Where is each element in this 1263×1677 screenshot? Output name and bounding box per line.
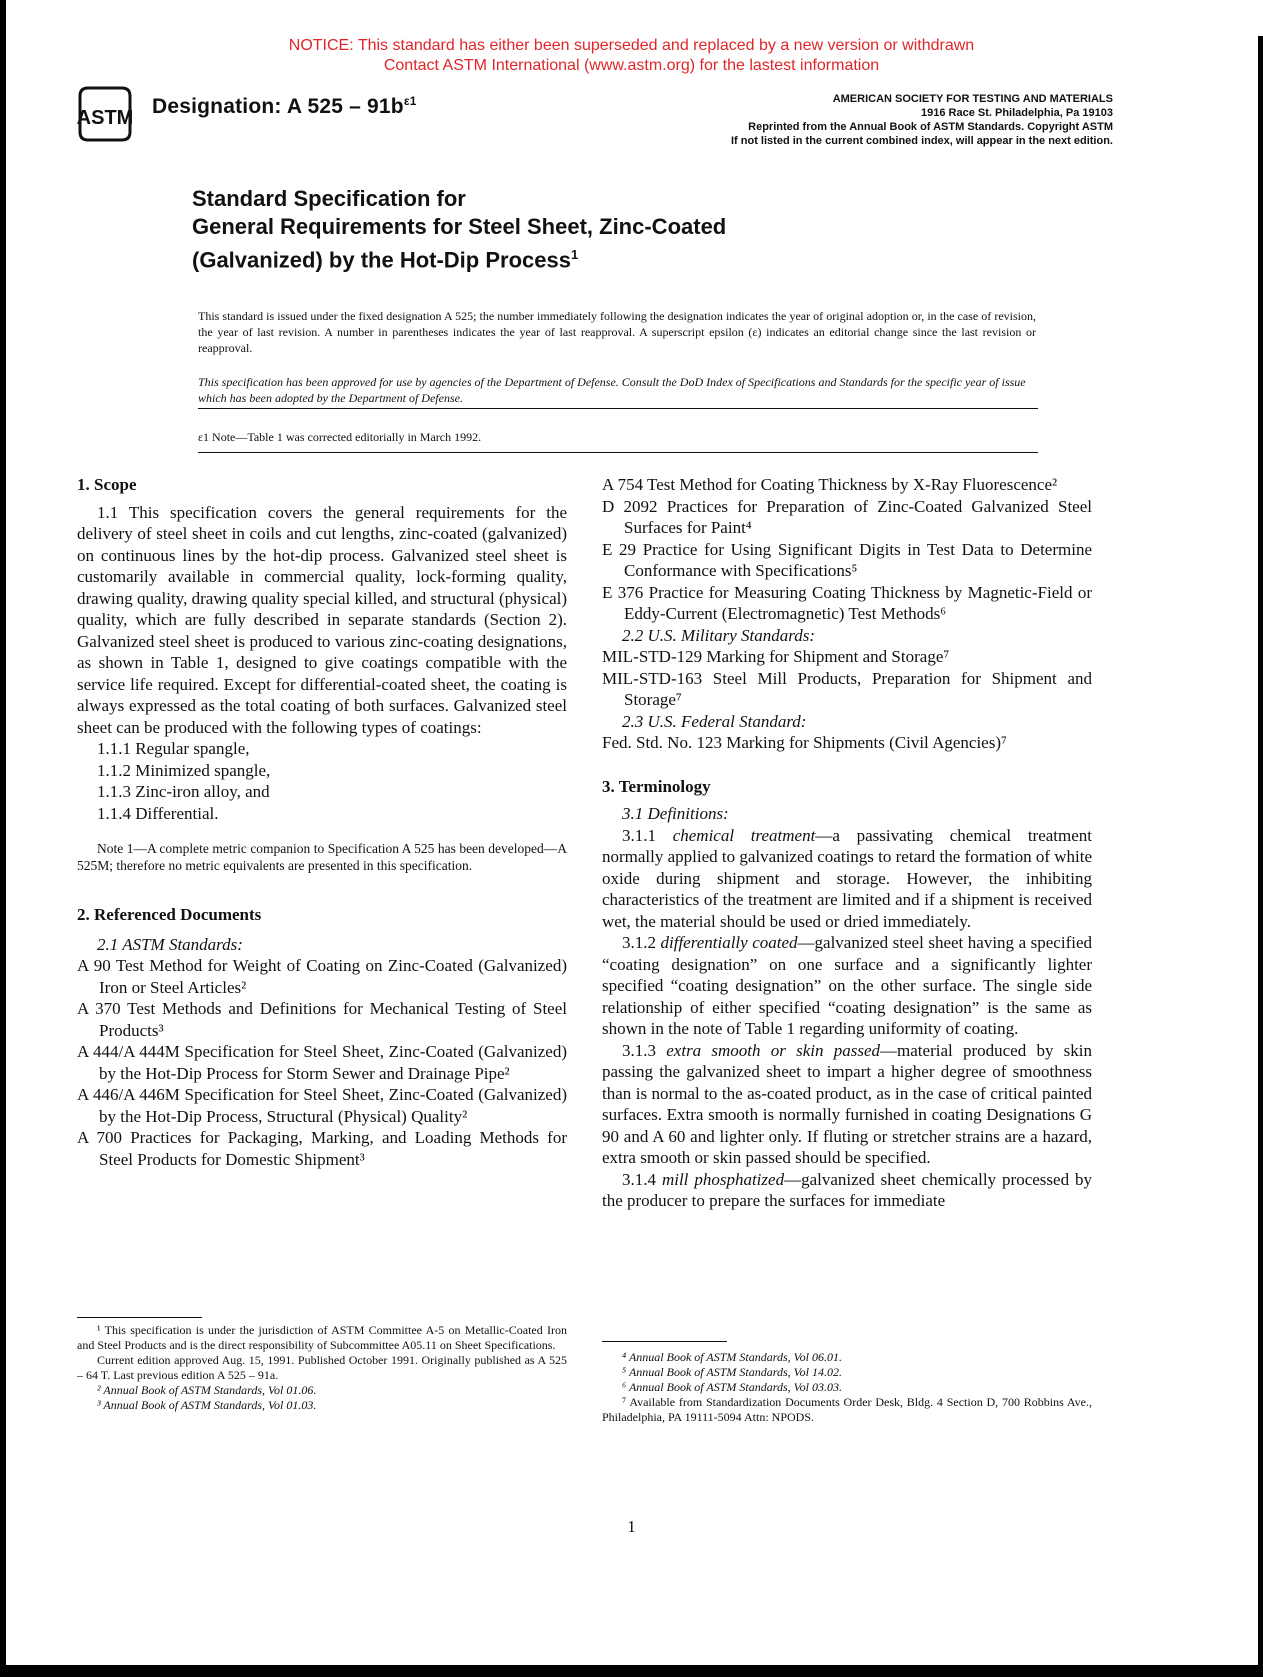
definition-term: differentially coated [660,933,798,952]
scope-item: 1.1.1 Regular spangle, [97,739,250,758]
divider-bottom [198,452,1038,453]
definition-term: chemical treatment [672,825,816,845]
astm-logo-icon [72,86,138,142]
scope-item: 1.1.2 Minimized spangle, [97,760,271,780]
military-item: MIL-STD-129 Marking for Shipment and Storage⁷ [602,647,950,666]
footnote: ⁶ Annual Book of ASTM Standards, Vol 03.03. [622,1380,842,1394]
footnote: ² Annual Book of ASTM Standards, Vol 01.06. [97,1383,317,1397]
definition-3-1-2: 3.1.2 differentially coated—galvanized steel sheet having a specified “coating designation” on one surface and a significantly lighter specified “coating designation” on the other surface. The single side relationship of either specified “coating designation” is the same as shown in the note of Table 1 regarding uniformity of coating. [602,933,1092,1038]
org-name: AMERICAN SOCIETY FOR TESTING AND MATERIALS [832,93,1113,105]
reference-item: D 2092 Practices for Preparation of Zinc-Coated Galvanized Steel Surfaces for Paint⁴ [602,496,1092,537]
military-standards-label: 2.2 U.S. Military Standards: [622,625,815,645]
reference-item: A 444/A 444M Specification for Steel Sheet, Zinc-Coated (Galvanized) by the Hot-Dip Process for Storm Sewer and Drainage Pipe² [77,1042,567,1083]
designation-epsilon: ε1 [403,94,417,108]
reference-item: A 446/A 446M Specification for Steel Sheet, Zinc-Coated (Galvanized) by the Hot-Dip Process, Structural (Physical) Quality² [77,1085,567,1126]
military-item: MIL-STD-163 Steel Mill Products, Preparation for Shipment and Storage⁷ [602,668,1092,709]
definition-3-1-4: 3.1.4 mill phosphatized—galvanized sheet chemically processed by the producer to prepare the surfaces for immediate [602,1169,1093,1210]
designation [152,94,417,119]
right-column [602,474,1092,1212]
scope-heading: 1. Scope [77,475,137,494]
left-column [77,474,567,1170]
footnote: ⁴ Annual Book of ASTM Standards, Vol 06.01. [622,1350,842,1364]
federal-item: Fed. Std. No. 123 Marking for Shipments (Civil Agencies)⁷ [602,733,1007,752]
document-title [192,185,992,274]
definition-3-1-3: 3.1.3 extra smooth or skin passed—material produced by skin passing the galvanized sheet to impart a higher degree of smoothness than is normal to the as-coated product, as in the case of critical painted surfaces. Extra smooth is normally furnished in coating Designations G 90 and A 60 and lighter only. If fluting or stretcher strains are a hazard, extra smooth or skin passed should be specified. [602,1040,1093,1167]
org-index-note: If not listed in the current combined index, will appear in the next edition. [731,135,1113,147]
dod-approval-statement: This specification has been approved for use by agencies of the Department of Defense. Consult the DoD Index of Specifications and Standards for the specific year of issue which has been adopted by the Department of Defense. [198,375,1026,405]
title-line-1: Standard Specification for [192,186,466,211]
reference-item: A 370 Test Methods and Definitions for Mechanical Testing of Steel Products³ [77,999,567,1040]
notice-line-1: NOTICE: This standard has either been superseded and replaced by a new version or withdrawn [288,37,975,54]
divider-top [198,408,1038,409]
reference-item: A 700 Practices for Packaging, Marking, and Loading Methods for Steel Products for Domestic Shipment³ [77,1128,567,1169]
note-1: Note 1—A complete metric companion to Specification A 525 has been developed—A 525M; therefore no metric equivalents are presented in this specification. [77,841,567,873]
org-address: 1916 Race St. Philadelphia, Pa 19103 [921,107,1113,119]
title-line-3: (Galvanized) by the Hot-Dip Process$^1$ [192,247,579,273]
footnote-rule-right [602,1341,727,1342]
astm-logo [72,86,138,142]
scan-border-bottom [0,1665,1263,1677]
right-footnotes [602,1350,1092,1425]
astm-standards-label: 2.1 ASTM Standards: [97,934,243,954]
reference-item: E 376 Practice for Measuring Coating Thickness by Magnetic-Field or Eddy-Current (Electromagnetic) Test Methods⁶ [602,582,1092,623]
issued-statement: This standard is issued under the fixed designation A 525; the number immediately following the designation indicates the year of original adoption or, in the case of revision, the year of last revision. A number in parentheses indicates the year of last reapproval. A superscript epsilon (ε) indicates an editorial change since the last revision or reapproval. [198,309,1036,355]
publisher-block [731,92,1113,148]
definition-3-1-1: 3.1.1 chemical treatment—a passivating chemical treatment normally applied to galvanized coatings to retard the formation of white oxide during shipment and storage. However, the inhibiting characteristics of the treatment are limited and if a shipment is received wet, the material should be used or dried immediately. [602,825,1093,931]
left-footnotes [77,1323,567,1413]
scope-1-1: 1.1 This specification covers the general requirements for the delivery of steel sheet in coils and cut lengths, zinc-coated (galvanized) on continuous lines by the hot-dip process. Galvanized steel sheet is customarily available in commercial quality, lock-forming quality, drawing quality, drawing quality special killed, and structural (physical) quality, which are fully described in separate standards (Section 2). Galvanized steel sheet is produced to various zinc-coating designations, as shown in Table 1, designed to give coatings compatible with the service life required. Except for differential-coated sheet, the coating is always expressed as the total coating of both surfaces. Galvanized steel sheet can be produced with the following types of coatings: [77,502,567,737]
referenced-docs-heading: 2. Referenced Documents [77,905,262,924]
supersede-notice [0,36,1263,76]
editorial-note: ε1 Note—Table 1 was corrected editorially in March 1992. [198,430,482,444]
svg-text:ASTM: ASTM [76,107,134,129]
footnote: ³ Annual Book of ASTM Standards, Vol 01.03. [97,1398,317,1412]
definitions-label: 3.1 Definitions: [622,804,729,823]
federal-standard-label: 2.3 U.S. Federal Standard: [622,711,807,731]
reference-item: A 90 Test Method for Weight of Coating on Zinc-Coated (Galvanized) Iron or Steel Articles² [77,956,567,997]
scope-item: 1.1.4 Differential. [97,803,219,823]
designation-label: Designation: A 525 – 91b [152,95,404,118]
org-reprint: Reprinted from the Annual Book of ASTM Standards. Copyright ASTM [748,121,1113,133]
scope-item: 1.1.3 Zinc-iron alloy, and [97,782,270,801]
footnote: Current edition approved Aug. 15, 1991. Published October 1991. Originally published as A 525 – 64 T. Last previous edition A 525 – 91a. [77,1353,567,1382]
scan-border-left [0,0,6,1677]
notice-line-2[interactable]: Contact ASTM International (www.astm.org) for the lastest information [383,57,880,74]
reference-item: E 29 Practice for Using Significant Digits in Test Data to Determine Conformance with Specifications⁵ [602,539,1092,580]
definition-term: mill phosphatized [661,1169,785,1189]
footnote-rule-left [77,1317,202,1318]
footnote: ¹ This specification is under the jurisdiction of ASTM Committee A-5 on Metallic-Coated Iron and Steel Products and is the direct responsibility of Subcommittee A05.11 on Sheet Specifications. [77,1323,567,1352]
scan-border-right [1258,36,1263,1677]
reference-item: A 754 Test Method for Coating Thickness by X-Ray Fluorescence² [602,475,1058,494]
footnote: ⁷ Available from Standardization Documents Order Desk, Bldg. 4 Section D, 700 Robbins Ave., Philadelphia, PA 19111-5094 Attn: NPODS. [602,1395,1092,1424]
footnote: ⁵ Annual Book of ASTM Standards, Vol 14.02. [622,1365,842,1379]
terminology-heading: 3. Terminology [602,776,711,796]
title-footnote-ref: 1 [570,247,579,262]
title-line-2: General Requirements for Steel Sheet, Zinc-Coated [192,214,727,239]
page-number: 1 [627,1517,636,1536]
definition-term: extra smooth or skin passed [666,1040,881,1060]
